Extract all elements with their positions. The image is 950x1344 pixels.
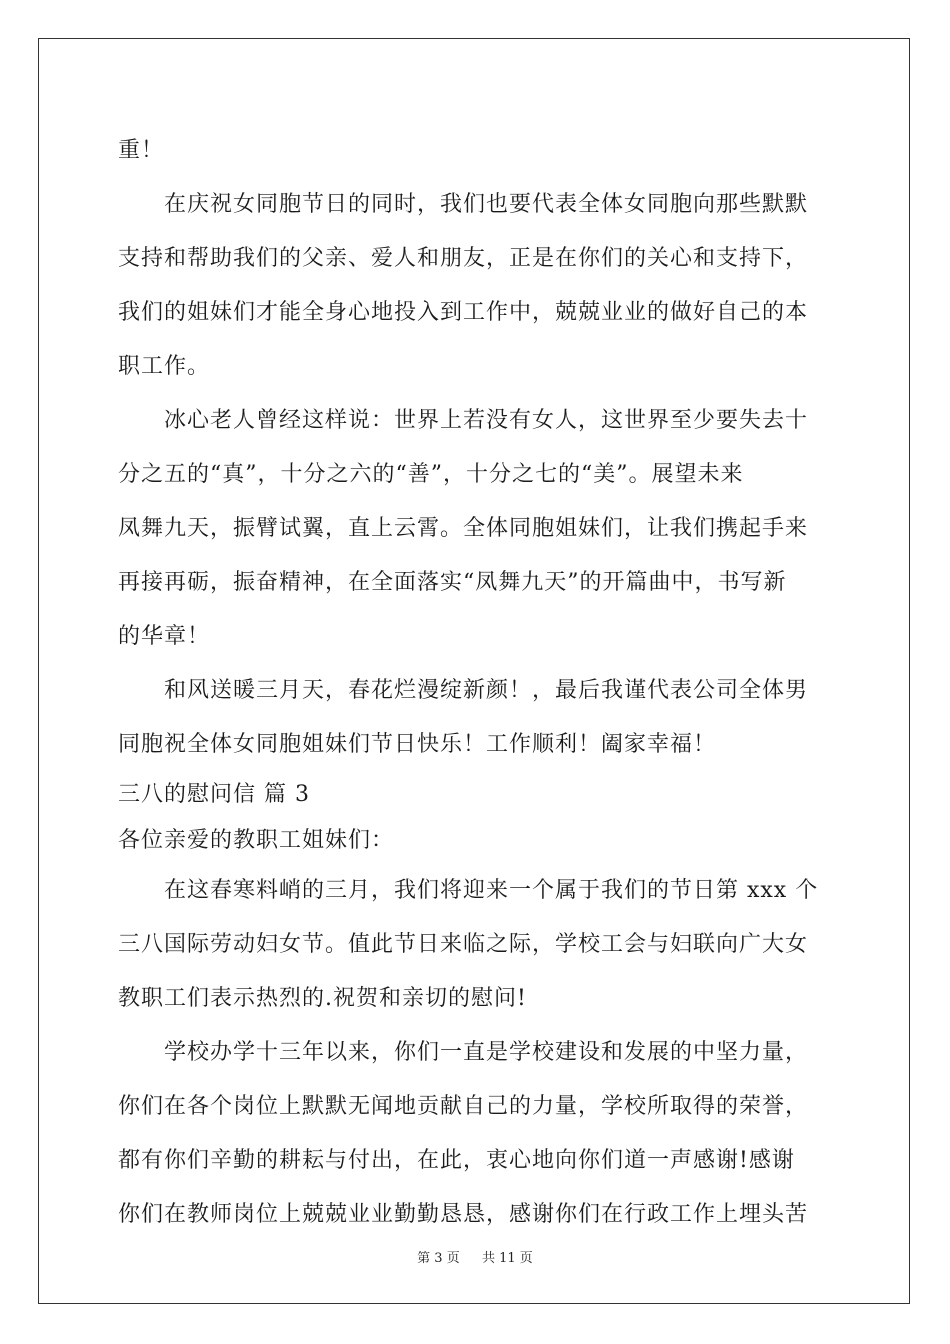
text-line: 支持和帮助我们的父亲、爱人和朋友，正是在你们的关心和支持下，: [118, 246, 809, 271]
paragraph-line: 冰心老人曾经这样说：世界上若没有女人，这世界至少要失去十: [164, 408, 809, 433]
paragraph-line: 学校办学十三年以来，你们一直是学校建设和发展的中坚力量，: [164, 1040, 809, 1065]
text-line: 三八国际劳动妇女节。值此节日来临之际，学校工会与妇联向广大女: [118, 932, 809, 957]
text-line: 我们的姐妹们才能全身心地投入到工作中，兢兢业业的做好自己的本: [118, 300, 809, 325]
text-line: 再接再砺，振奋精神，在全面落实“凤舞九天”的开篇曲中，书写新: [118, 570, 787, 595]
text-line: 职工作。: [118, 354, 211, 379]
paragraph-line: 和风送暖三月天，春花烂漫绽新颜！，最后我谨代表公司全体男: [164, 678, 809, 703]
page-total: 共 11 页: [482, 1251, 533, 1266]
text-line: 同胞祝全体女同胞姐妹们节日快乐！工作顺利！阖家幸福！: [118, 732, 717, 757]
text-line: 凤舞九天，振臂试翼，直上云霄。全体同胞姐妹们，让我们携起手来: [118, 516, 809, 541]
paragraph-line: 在庆祝女同胞节日的同时，我们也要代表全体女同胞向那些默默: [164, 192, 809, 217]
paragraph-line: 在这春寒料峭的三月，我们将迎来一个属于我们的节日第 xxx 个: [164, 878, 819, 903]
text-line: 教职工们表示热烈的.祝贺和亲切的慰问!: [118, 986, 527, 1011]
text-line: 都有你们辛勤的耕耘与付出，在此，衷心地向你们道一声感谢!感谢: [118, 1148, 795, 1173]
text-line: 你们在各个岗位上默默无闻地贡献自己的力量，学校所取得的荣誉，: [118, 1094, 809, 1119]
page-number: 第 3 页: [417, 1251, 460, 1266]
page-footer: [0, 1247, 950, 1266]
section-heading: 三八的慰问信 篇 3: [118, 782, 310, 807]
document-body: [118, 124, 834, 1242]
text-line: 重！: [118, 138, 165, 163]
text-line: 分之五的“真”，十分之六的“善”，十分之七的“美”。展望未来: [118, 462, 744, 487]
text-line: 的华章！: [118, 624, 211, 649]
text-line: 你们在教师岗位上兢兢业业勤勤恳恳，感谢你们在行政工作上埋头苦: [118, 1202, 809, 1227]
salutation: 各位亲爱的教职工姐妹们：: [118, 828, 395, 853]
